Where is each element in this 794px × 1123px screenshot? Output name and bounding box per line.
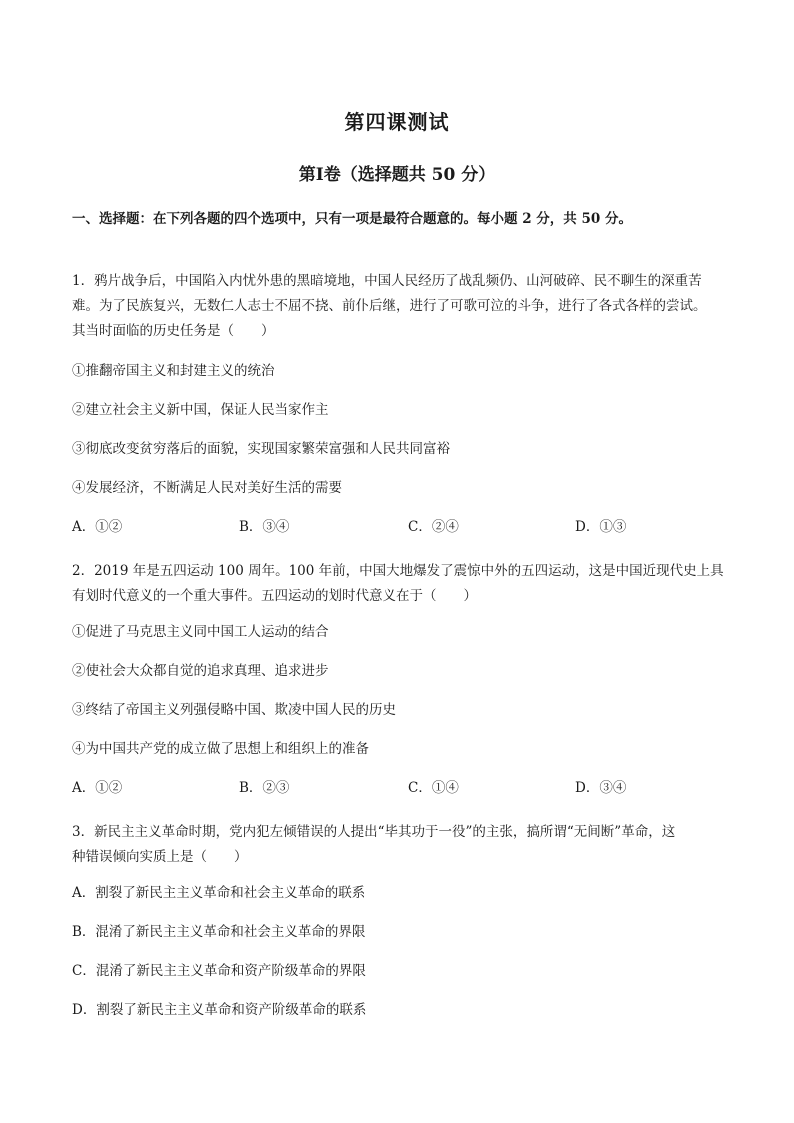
q3-option-c: C．混淆了新民主主义革命和资产阶级革命的界限 [72, 963, 366, 979]
paper-section-title: 第Ⅰ卷（选择题共 50 分） [298, 165, 496, 185]
q2-option-d: D．③④ [575, 780, 627, 796]
q1-statement-2: ②建立社会主义新中国，保证人民当家作主 [72, 402, 329, 418]
section-instructions: 一、选择题：在下列各题的四个选项中，只有一项是最符合题意的。每小题 2 分，共 50 分。 [72, 211, 632, 227]
q3-option-d: D．割裂了新民主主义革命和资产阶级革命的联系 [72, 1002, 367, 1018]
q1-option-a: A．①② [72, 519, 123, 535]
q2-statement-3: ③终结了帝国主义列强侵略中国、欺凌中国人民的历史 [72, 702, 396, 718]
q1-statement-3: ③彻底改变贫穷落后的面貌，实现国家繁荣富强和人民共同富裕 [72, 441, 450, 457]
q2-statement-2: ②使社会大众都自觉的追求真理、追求进步 [72, 663, 329, 679]
q2-option-c: C．①④ [408, 780, 459, 796]
q3-stem-line-2: 种错误倾向实质上是（ ） [72, 849, 248, 865]
q1-statement-4: ④发展经济，不断满足人民对美好生活的需要 [72, 480, 342, 496]
q1-stem-line-3: 其当时面临的历史任务是（ ） [72, 323, 275, 339]
q1-option-d: D．①③ [575, 519, 627, 535]
q2-option-b: B．②③ [239, 780, 290, 796]
q2-stem-line-2: 有划时代意义的一个重大事件。五四运动的划时代意义在于（ ） [72, 588, 477, 604]
q2-option-a: A．①② [72, 780, 123, 796]
q2-options [72, 779, 732, 797]
q3-option-a: A．割裂了新民主主义革命和社会主义革命的联系 [72, 885, 366, 901]
q1-statement-1: ①推翻帝国主义和封建主义的统治 [72, 363, 275, 379]
q1-stem-line-2: 难。为了民族复兴，无数仁人志士不屈不挠、前仆后继，进行了可歌可泣的斗争，进行了各式各样的尝试。 [72, 298, 707, 314]
q1-stem-line-1: 1．鸦片战争后，中国陷入内忧外患的黑暗境地，中国人民经历了战乱频仍、山河破碎、民不聊生的深重苦 [72, 273, 702, 289]
q1-options [72, 518, 732, 536]
q2-statement-4: ④为中国共产党的成立做了思想上和组织上的准备 [72, 741, 369, 757]
q1-option-c: C．②④ [408, 519, 459, 535]
q1-option-b: B．③④ [239, 519, 290, 535]
q2-statement-1: ①促进了马克思主义同中国工人运动的结合 [72, 624, 329, 640]
q3-option-b: B．混淆了新民主主义革命和社会主义革命的界限 [72, 924, 366, 940]
q3-stem-line-1: 3．新民主主义革命时期，党内犯左倾错误的人提出“毕其功于一役”的主张，搞所谓“无间断”革命，这 [72, 824, 676, 840]
page-title: 第四课测试 [344, 110, 450, 134]
q2-stem-line-1: 2．2019 年是五四运动 100 周年。100 年前，中国大地爆发了震惊中外的五四运动，这是中国近现代史上具 [72, 563, 724, 579]
